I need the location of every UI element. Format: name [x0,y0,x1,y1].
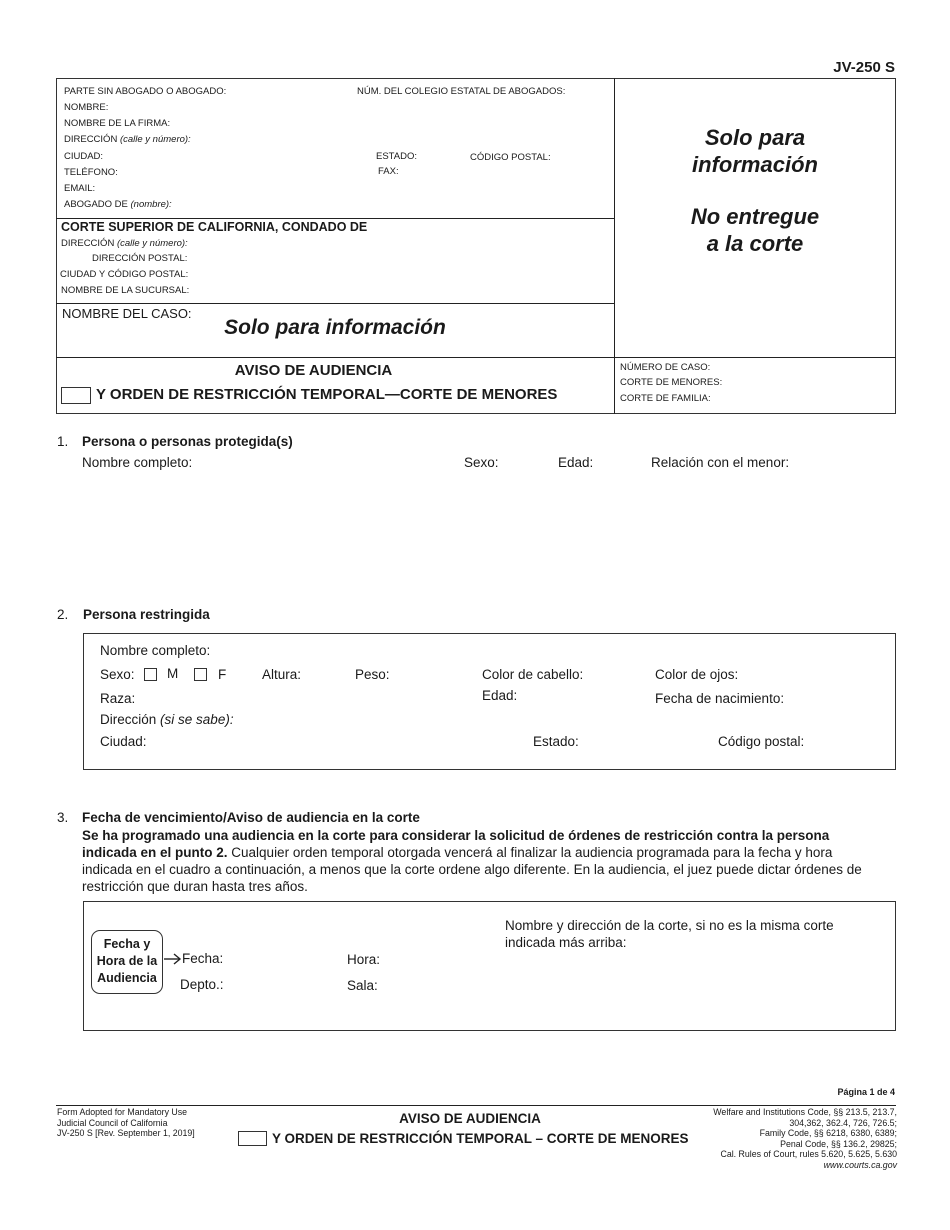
sex-female-label: F [218,667,227,682]
attorney-for-label: ABOGADO DE (nombre): [64,199,172,210]
footer-right: Welfare and Institutions Code, §§ 213.5, 213.7, 304,362, 362.4, 726, 726.5; Family Code, §§ 6218, 6380, 6389; Penal Code, §§ 136.2, 29825; Cal. Rules of Court, rules 5.620, 5.625, 5.630 www.courts.ca.gov [713,1107,897,1170]
section3-number: 3. [57,810,69,825]
restrained-state-label: Estado: [533,734,579,749]
mailing-address-label: DIRECCIÓN POSTAL: [92,253,188,264]
arrow-right-icon [163,952,183,966]
section2-number: 2. [57,607,69,622]
do-not-file-notice: No entregue a la corte [690,204,820,256]
restrained-sex-label: Sexo: [100,667,135,682]
restrained-full-name-label: Nombre completo: [100,643,211,658]
zip-label: CÓDIGO POSTAL: [470,152,551,163]
sex-female-checkbox[interactable] [194,668,207,681]
footer-title-2: Y ORDEN DE RESTRICCIÓN TEMPORAL – CORTE DE MENORES [272,1131,689,1146]
court-name-address-label: Nombre y dirección de la corte, si no es la misma corte indicada más arriba: [505,918,834,950]
section1-title: Persona o personas protegida(s) [82,434,293,449]
case-number-label: NÚMERO DE CASO: [620,362,711,373]
section3-title: Fecha de vencimiento/Aviso de audiencia en la corte [82,810,420,825]
juvenile-court-label: CORTE DE MENORES: [620,377,723,388]
hearing-dept-label: Depto.: [180,977,224,992]
phone-label: TELÉFONO: [64,167,118,178]
hearing-date-label: Fecha: [182,951,224,966]
address-label: DIRECCIÓN (calle y número): [64,134,191,145]
footer-title-checkbox[interactable] [238,1131,267,1146]
sex-male-checkbox[interactable] [144,668,157,681]
footer-left: Form Adopted for Mandatory Use Judicial Council of California JV-250 S [Rev. September 1, 2019] [57,1107,195,1138]
state-label: ESTADO: [376,151,417,162]
protected-relation-label: Relación con el menor: [651,455,790,470]
court-address-label: DIRECCIÓN (calle y número): [61,238,188,249]
protected-age-label: Edad: [558,455,594,470]
info-only-notice: Solo para información [692,125,818,177]
document-title-2: Y ORDEN DE RESTRICCIÓN TEMPORAL—CORTE DE MENORES [96,386,558,403]
document-title-1: AVISO DE AUDIENCIA [234,362,393,379]
hair-color-label: Color de cabello: [482,667,584,682]
hearing-room-label: Sala: [347,978,378,993]
height-label: Altura: [262,667,302,682]
protected-sex-label: Sexo: [464,455,499,470]
protected-full-name-label: Nombre completo: [82,455,193,470]
hearing-date-badge: Fecha y Hora de la Audiencia [91,930,163,994]
sex-male-label: M [167,666,179,681]
form-id: JV-250 S [833,59,895,76]
family-court-label: CORTE DE FAMILIA: [620,393,711,404]
name-label: NOMBRE: [64,102,109,113]
email-label: EMAIL: [64,183,96,194]
city-label: CIUDAD: [64,151,104,162]
attorney-label: PARTE SIN ABOGADO O ABOGADO: [64,86,227,97]
fax-label: FAX: [378,166,399,177]
bar-number-label: NÚM. DEL COLEGIO ESTATAL DE ABOGADOS: [357,86,566,97]
restrained-city-label: Ciudad: [100,734,147,749]
branch-label: NOMBRE DE LA SUCURSAL: [61,285,190,296]
city-zip-label: CIUDAD Y CÓDIGO POSTAL: [60,269,189,280]
age-label: Edad: [482,688,518,703]
firm-label: NOMBRE DE LA FIRMA: [64,118,171,129]
footer-title-1: AVISO DE AUDIENCIA [399,1111,541,1126]
restrained-address-label: Dirección (si se sabe): [100,712,234,727]
dob-label: Fecha de nacimiento: [655,691,785,706]
restrained-zip-label: Código postal: [718,734,805,749]
title-checkbox[interactable] [61,387,91,404]
case-name-label: NOMBRE DEL CASO: [62,306,192,321]
page-number: Página 1 de 4 [837,1087,895,1097]
section3-paragraph: Se ha programado una audiencia en la corte para considerar la solicitud de órdenes de restricción contra la persona indicada en el punto 2. Cualquier orden temporal otorgada vencerá al finalizar la audiencia programada para la fecha y hora indicada en el cuadro a continuación, a menos que la corte ordene algo diferente. En la audiencia, el juez puede dictar órdenes de restricción que duran hasta tres años. [82,828,862,894]
section2-title: Persona restringida [83,607,210,622]
race-label: Raza: [100,691,136,706]
eye-color-label: Color de ojos: [655,667,739,682]
weight-label: Peso: [355,667,390,682]
hearing-time-label: Hora: [347,952,381,967]
case-name-value: Solo para información [224,316,446,339]
court-title: CORTE SUPERIOR DE CALIFORNIA, CONDADO DE [61,220,368,234]
section1-number: 1. [57,434,69,449]
